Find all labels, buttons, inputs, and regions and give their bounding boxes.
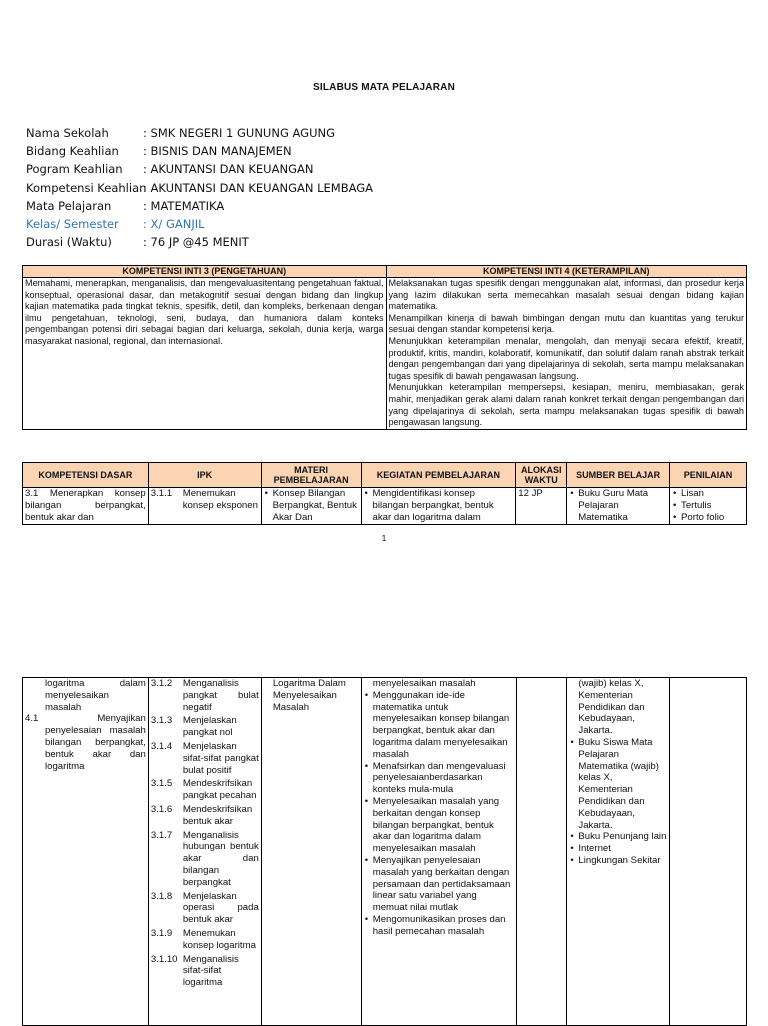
list-item: • Tertulis (672, 500, 744, 512)
info-value: : SMK NEGERI 1 GUNUNG AGUNG (143, 126, 336, 140)
list-item: • Konsep Bilangan Berpangkat, Bentuk Akar Dan (264, 488, 359, 523)
ki4-paragraph: Menunjukkan keterampilan mempersepsi, kesiapan, meniru, membiasakan, gerak mahir, menjadikan gerak alami dalam ranah konkret terkait dengan pengembangan dari yang dipelajarinya di sekolah, serta mampu melaksanakan tugas spesifik di bawah pengawasan langsung. (388, 382, 744, 428)
alokasi-value: 12 JP (518, 488, 543, 499)
info-label: Kompetensi Keahlian (26, 180, 147, 195)
list-item: • Menggunakan ide-ide matematika untuk menyelesaikan konsep bilangan berpangkat, bentuk akar dan logaritma dalam menyelesaikan masalah (364, 690, 514, 761)
list-item: • Menafsirkan dan mengevaluasi penyelesaianberdasarkan konteks mula-mula (364, 761, 514, 796)
table-row (23, 488, 747, 525)
ipk-number: 3.1.4 (150, 740, 173, 752)
kegiatan-cell (361, 488, 516, 525)
kd-text: 3.1 Menerapkan konsep bilangan berpangkat, bentuk akar dan (25, 488, 146, 523)
document-title: SILABUS MATA PELAJARAN (313, 82, 455, 93)
col-header-ipk: IPK (148, 463, 261, 488)
ipk-text: Menganalisis pangkat bulat negatif (182, 678, 259, 713)
ipk-text: Menganalisis sifat-sifat logaritma (182, 953, 239, 989)
info-label: Nama Sekolah (26, 126, 109, 140)
basic-competency-table (22, 462, 747, 525)
list-item: • Lingkungan Sekitar (569, 855, 667, 867)
ipk-number: 3.1.2 (150, 678, 173, 689)
list-item: • Menyelesaikan masalah yang berkaitan dengan konsep bilangan berpangkat, bentuk akar dan logaritma dalam menyelesaikan masalah (364, 796, 514, 855)
info-row-subject (26, 197, 373, 215)
list-item: • Mengidentifikasi konsep bilangan berpangkat, bentuk akar dan logaritma dalam (364, 488, 514, 523)
info-row-duration (26, 233, 373, 251)
list-item: • Internet (569, 843, 667, 855)
ipk-text: Mendeskrifsikan pangkat pecahan (182, 778, 257, 802)
info-label: Bidang Keahlian (26, 144, 119, 159)
info-value: : BISNIS DAN MANAJEMEN (143, 144, 292, 159)
info-row-school (26, 124, 373, 142)
list-item: • Menyajikan penyelesaian masalah yang berkaitan dengan persamaan dan pertidaksamaan linear satu variabel yang memuat nilai mutlak (364, 855, 514, 914)
info-label: Kelas/ Semester (26, 216, 119, 231)
basic-competency-table-continued (22, 677, 747, 1026)
ki4-paragraph: Menampilkan kinerja di bawah bimbingan dengan mutu dan kuantitas yang terukur sesuai dengan standar kompetensi kerja. (388, 312, 744, 335)
sumber-cell (567, 488, 670, 525)
ipk-number: 3.1.10 (150, 953, 178, 965)
ipk-number: 3.1.7 (150, 829, 173, 841)
core-competency-table (22, 265, 747, 430)
list-item: • Buku Penunjang lain (569, 831, 667, 843)
ipk-number: 3.1.1 (150, 488, 173, 499)
col-header-kd: KOMPETENSI DASAR (23, 463, 149, 488)
ipk-text: Menjelaskan sifat-sifat pangkat bulat positif (182, 740, 259, 776)
ki3-text: Memahami, menerapkan, menganalisis, dan mengevaluasitentang pengetahuan faktual, konseptual, operasional dasar, dan metakognitif sesuai dengan bidang dan lingkup kajian matematika pada tingkat teknis, spesifik, detil, dan kompleks, berkenaan dengan ilmu pengetahuan, teknologi, seni, budaya, dan humaniora dalam konteks pengembangan potensi diri sebagai bagian dari keluarga, sekolah, dunia kerja, warga masyarakat nasional, regional, dan internasional. (23, 278, 387, 430)
ki4-paragraph: Melaksanakan tugas spesifik dengan menggunakan alat, informasi, dan prosedur kerja yang lazim dilakukan serta memecahkan masalah sesuai dengan bidang kajian matematika. (388, 278, 744, 312)
materi-cell (261, 488, 361, 525)
ipk-text: Menganalisis hubungan bentuk akar dan bilangan berpangkat (182, 829, 259, 888)
col-header-alokasi: ALOKASI WAKTU (516, 463, 567, 488)
ki4-paragraph: Menunjukkan keterampilan menalar, mengolah, dan menyaji secara efektif, kreatif, produktif, kritis, mandiri, kolaboratif, komunikatif, dan solutif dalam ranah abstrak terkait dengan pengembangan dari yang dipelajarinya di sekolah, serta mampu melaksanakan tugas spesifik di bawah pengawasan langsung. (388, 335, 744, 381)
list-item: • Porto folio (672, 512, 744, 524)
ipk-number: 3.1.8 (150, 890, 173, 902)
ipk-number: 3.1.9 (150, 927, 173, 939)
info-row-field (26, 142, 373, 160)
info-row-competency (26, 179, 373, 197)
info-row-class-semester (26, 215, 373, 233)
identity-block (26, 124, 373, 251)
alokasi-cell (516, 678, 567, 1026)
col-header-sumber: SUMBER BELAJAR (567, 463, 670, 488)
kd-text: 4.1 Menyajikan penyelesaian masalah bilangan berpangkat, bentuk akar dan logaritma (25, 713, 146, 772)
ipk-text: Menjelaskan pangkat nol (182, 715, 237, 739)
info-value: : X/ GANJIL (143, 216, 205, 231)
list-item: • Mengomunikasikan proses dan hasil pemecahan masalah (364, 914, 514, 938)
ipk-number: 3.1.5 (150, 778, 173, 790)
col-header-kegiatan: KEGIATAN PEMBELAJARAN (361, 463, 516, 488)
info-value: : AKUNTANSI DAN KEUANGAN (143, 162, 314, 177)
alokasi-cell (516, 488, 567, 525)
penilaian-cell (670, 488, 747, 525)
kd-cell (23, 488, 149, 525)
col-header-penilaian: PENILAIAN (670, 463, 747, 488)
info-row-program (26, 160, 373, 178)
ipk-text: Menjelaskan operasi pada bentuk akar (182, 890, 259, 926)
ki3-header: KOMPETENSI INTI 3 (PENGETAHUAN) (23, 266, 387, 278)
kegiatan-cell (361, 678, 516, 1026)
kegiatan-text-continued: menyelesaikan masalah (372, 678, 476, 689)
ki4-header: KOMPETENSI INTI 4 (KETERAMPILAN) (386, 266, 747, 278)
info-value: : MATEMATIKA (143, 198, 225, 213)
list-item: • Buku Siswa Mata Pelajaran Matematika (wajib) kelas X, Kementerian Pendidikan dan Kebudayaan, Jakarta. (569, 737, 667, 831)
ipk-text: Menemukan konsep eksponen (182, 488, 258, 511)
list-item: • Lisan (672, 488, 744, 500)
kd-cell (23, 678, 149, 1026)
table-row (23, 678, 747, 1026)
ipk-cell (148, 678, 261, 1026)
ipk-cell (148, 488, 261, 525)
sumber-text-continued: (wajib) kelas X, Kementerian Pendidikan dan Kebudayaan, Jakarta. (578, 678, 645, 737)
ipk-number: 3.1.6 (150, 803, 173, 815)
col-header-materi: MATERI PEMBELAJARAN (261, 463, 361, 488)
penilaian-cell (670, 678, 747, 1026)
kd-text-continued: logaritma dalam menyelesaikan masalah (45, 678, 146, 713)
info-value: : 76 JP @45 MENIT (143, 235, 249, 250)
ipk-number: 3.1.3 (150, 715, 173, 727)
materi-text-continued: Logaritma Dalam Menyelesaikan Masalah (272, 678, 346, 713)
info-label: Pogram Keahlian (26, 162, 123, 177)
info-label: Mata Pelajaran (26, 198, 112, 213)
info-value: : AKUNTANSI DAN KEUANGAN LEMBAGA (143, 180, 374, 195)
materi-cell (261, 678, 361, 1026)
sumber-cell (567, 678, 670, 1026)
list-item: • Buku Guru Mata Pelajaran Matematika (569, 488, 667, 523)
info-label: Durasi (Waktu) (26, 235, 112, 250)
ki4-cell (386, 278, 747, 430)
page-number: 1 (381, 533, 387, 543)
ipk-text: Menemukan konsep logaritma (182, 927, 256, 951)
ipk-text: Mendeskrifsikan bentuk akar (182, 803, 253, 827)
